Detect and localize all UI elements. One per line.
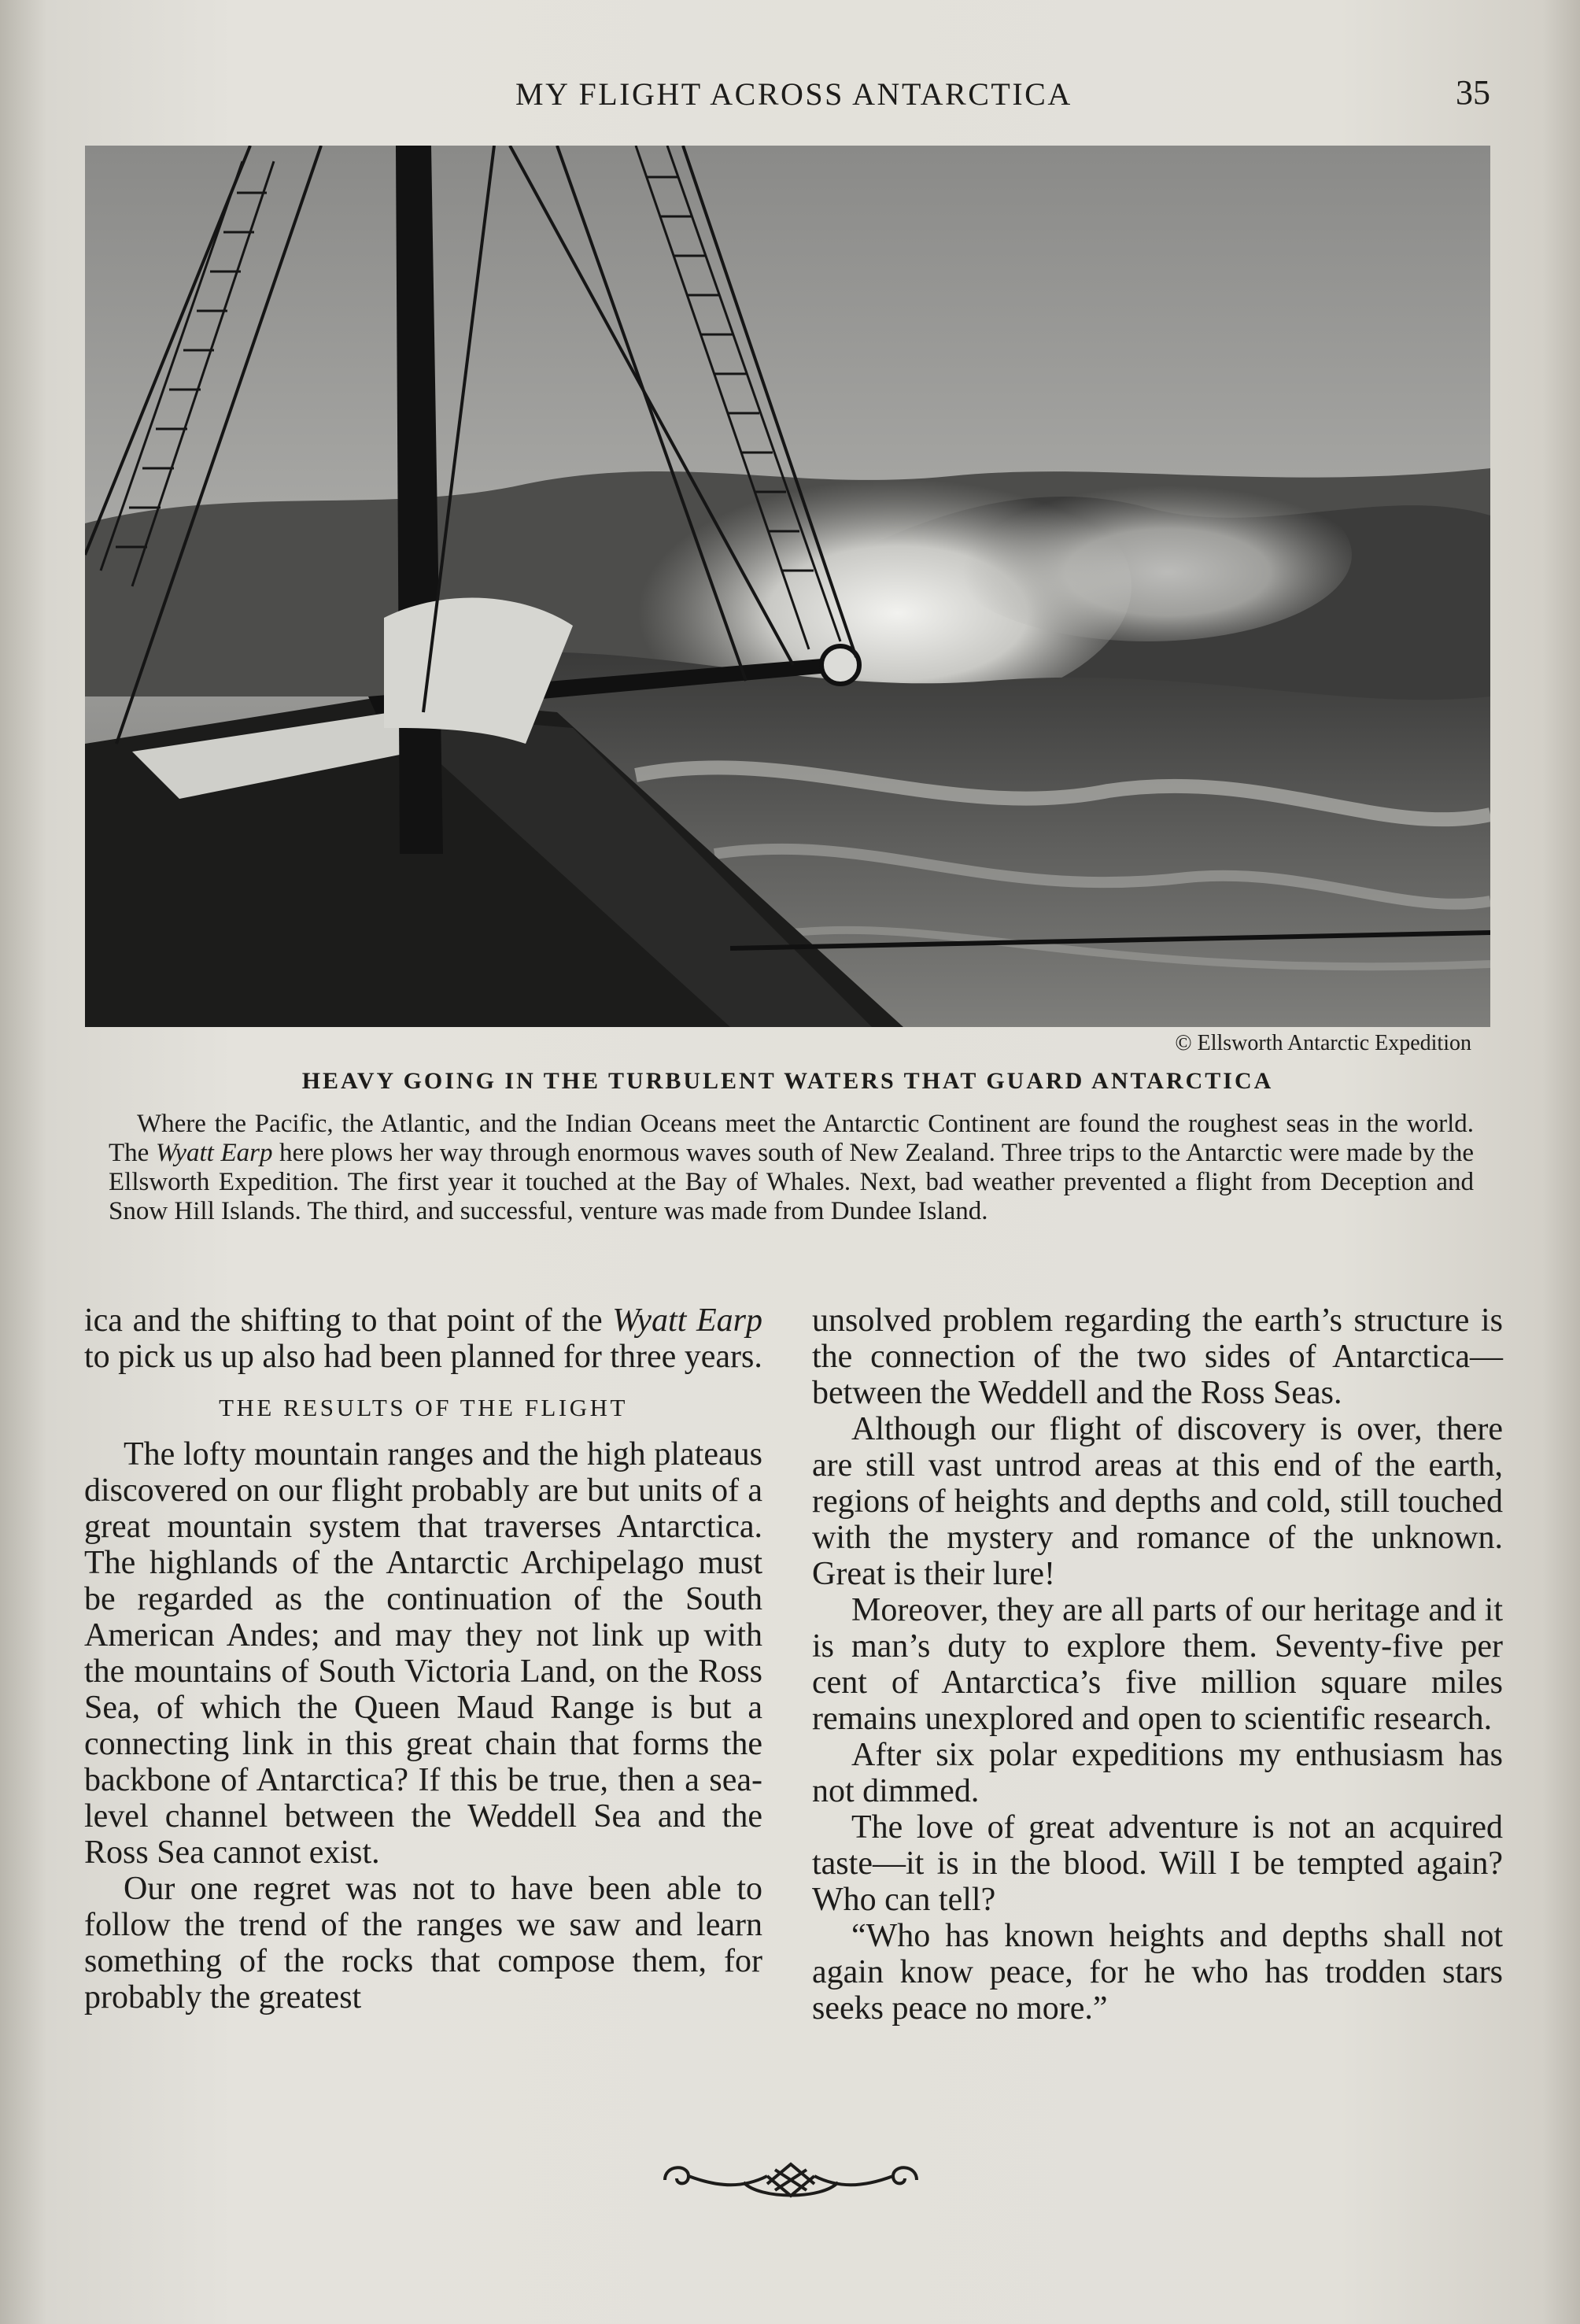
right-paragraph-5: The love of great adventure is not an acquired taste—it is in the blood. Will I be tempted again? Who can tell? <box>812 1809 1503 1918</box>
left-p1-ship-name: Wyatt Earp <box>612 1302 762 1339</box>
right-paragraph-4: After six polar expeditions my enthusiasm has not dimmed. <box>812 1737 1503 1809</box>
left-paragraph-2: The lofty mountain ranges and the high plateaus discovered on our flight probably are but units of a great mountain system that traverses Antarctica. The highlands of the Antarctic Archipelago must be regarded as the continuation of the South American Andes; and may they not link up with the mountains of South Victoria Land, on the Ross Sea, of which the Queen Maud Range is but a connecting link in this great chain that forms the backbone of Antarctica? If this be true, then a sea-level channel between the Weddell Sea and the Ross Sea cannot exist. <box>84 1436 762 1871</box>
caption-text-part-1: Where the Pacific, the Atlantic, and the Indian Oceans meet the Antarctic Continent are found the roughest seas in the world. The <box>109 1110 1474 1167</box>
section-heading: THE RESULTS OF THE FLIGHT <box>219 1394 628 1421</box>
scroll-ornament-icon <box>649 2152 932 2208</box>
left-paragraph-1 <box>84 1302 762 1375</box>
right-paragraph-1: unsolved problem regarding the earth’s structure is the connection of the two sides of Antarctica—between the Weddell and the Ross Seas. <box>812 1302 1503 1411</box>
left-paragraph-3: Our one regret was not to have been able to follow the trend of the ranges we saw and learn something of the rocks that compose them, for probably the greatest <box>84 1871 762 2015</box>
caption-text-part-2: here plows her way through enormous waves south of New Zealand. Three trips to the Antarctic were made by the Ellsworth Expedition. The first year it touched at the Bay of Whales. Next, bad weather prevented a flight from Deception and Snow Hill Islands. The third, and successful, venture was made from Dundee Island. <box>109 1139 1474 1225</box>
right-paragraph-6: “Who has known heights and depths shall not again know peace, for he who has trodden stars seeks peace no more.” <box>812 1918 1503 2027</box>
right-paragraph-2: Although our flight of discovery is over, there are still vast untrod areas at this end of the earth, regions of heights and depths and cold, still touched with the mystery and romance of the unknown. Great is their lure! <box>812 1411 1503 1592</box>
caption-title: HEAVY GOING IN THE TURBULENT WATERS THAT GUARD ANTARCTICA <box>301 1068 1274 1094</box>
left-p1-text-2: to pick us up also had been planned for three years. <box>84 1339 762 1375</box>
running-title: MY FLIGHT ACROSS ANTARCTICA <box>515 76 1072 112</box>
page-number: 35 <box>1456 73 1490 112</box>
caption-ship-name: Wyatt Earp <box>155 1139 273 1167</box>
right-paragraph-3: Moreover, they are all parts of our heritage and it is man’s duty to explore them. Seventy-five per cent of Antarctica’s five million square miles remains unexplored and open to scientific research. <box>812 1592 1503 1737</box>
photo-credit: © Ellsworth Antarctic Expedition <box>1175 1031 1471 1055</box>
left-p1-text-1: ica and the shifting to that point of the <box>84 1302 613 1339</box>
left-column <box>84 1302 762 2015</box>
ship-photo <box>85 146 1490 1027</box>
right-column <box>812 1302 1503 2027</box>
caption-text <box>109 1110 1474 1226</box>
running-header <box>0 72 1580 120</box>
